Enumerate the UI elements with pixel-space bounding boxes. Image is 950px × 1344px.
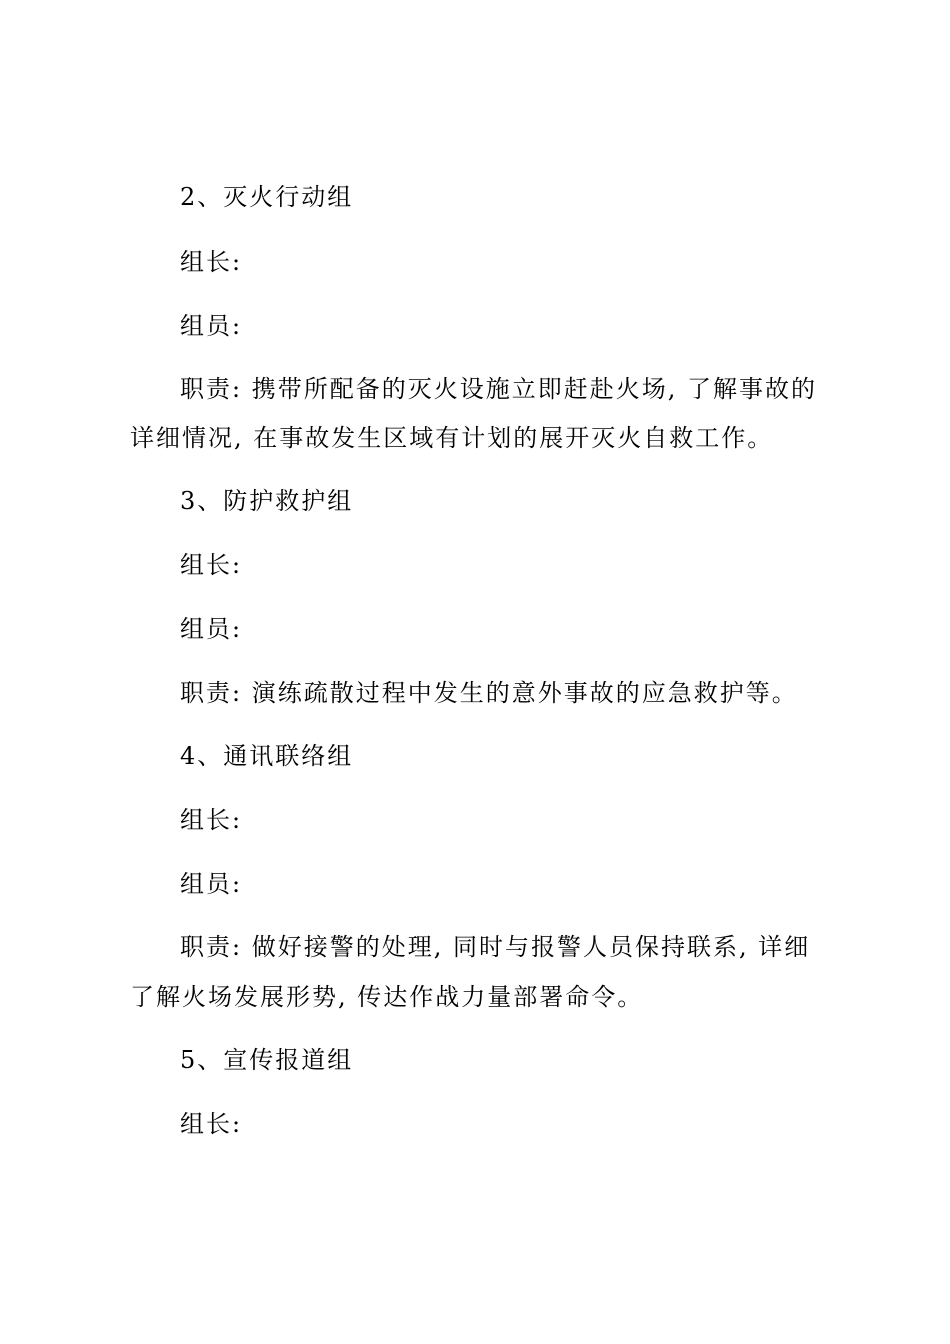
section-duty-text: 职责: 做好接警的处理, 同时与报警人员保持联系, 详细 <box>180 933 811 961</box>
section-heading-fire-fighting: 2、灭火行动组 <box>180 183 354 211</box>
section-heading-publicity: 5、宣传报道组 <box>180 1046 354 1074</box>
section-duty-text-continued: 详细情况, 在事故发生区域有计划的展开灭火自救工作。 <box>130 424 774 452</box>
section-leader-label: 组长: <box>180 1110 243 1138</box>
section-heading-communication: 4、通讯联络组 <box>180 742 354 770</box>
section-duty-text-continued: 了解火场发展形势, 传达作战力量部署命令。 <box>130 983 644 1011</box>
section-members-label: 组员: <box>180 615 243 643</box>
section-leader-label: 组长: <box>180 806 243 834</box>
section-members-label: 组员: <box>180 312 243 340</box>
section-duty-text: 职责: 演练疏散过程中发生的意外事故的应急救护等。 <box>180 679 798 707</box>
section-leader-label: 组长: <box>180 551 243 579</box>
section-members-label: 组员: <box>180 870 243 898</box>
section-duty-text: 职责: 携带所配备的灭火设施立即赶赴火场, 了解事故的 <box>180 375 817 403</box>
section-leader-label: 组长: <box>180 248 243 276</box>
section-heading-protection-rescue: 3、防护救护组 <box>180 487 354 515</box>
